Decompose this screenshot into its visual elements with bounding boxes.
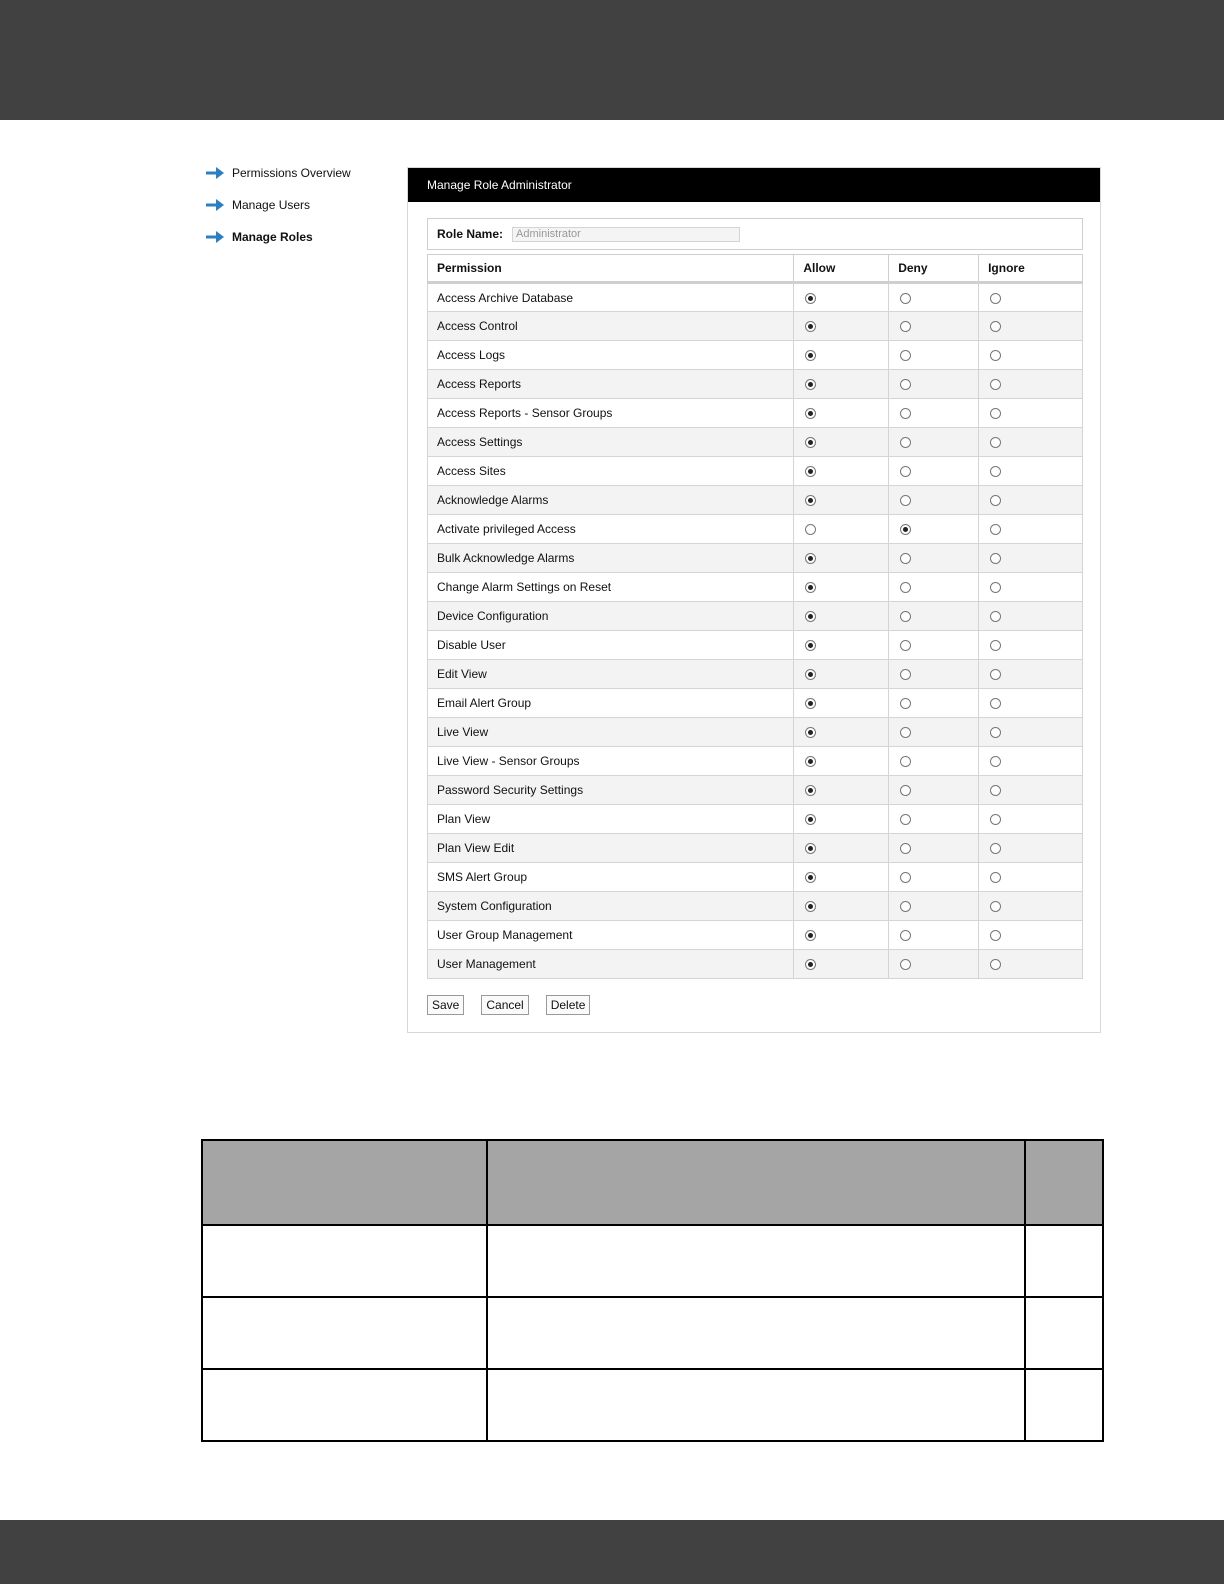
- grid-cell: [1025, 1297, 1103, 1369]
- permission-ignore-cell: [979, 805, 1083, 834]
- permission-name: Plan View Edit: [428, 834, 794, 863]
- column-header-deny: Deny: [889, 255, 979, 283]
- deny-radio[interactable]: [900, 872, 911, 883]
- ignore-radio[interactable]: [990, 437, 1001, 448]
- top-bar: [0, 0, 1224, 120]
- table-row: [428, 718, 1083, 747]
- table-row: [428, 921, 1083, 950]
- permission-deny-cell: [889, 283, 979, 312]
- permission-ignore-cell: [979, 689, 1083, 718]
- action-buttons: [427, 995, 607, 1015]
- permission-ignore-cell: [979, 776, 1083, 805]
- grid-cell: [487, 1369, 1025, 1441]
- table-row: [428, 341, 1083, 370]
- permission-deny-cell: [889, 689, 979, 718]
- permission-name: System Configuration: [428, 892, 794, 921]
- permission-ignore-cell: [979, 428, 1083, 457]
- allow-radio[interactable]: [805, 495, 816, 506]
- allow-radio[interactable]: [805, 843, 816, 854]
- table-row: [428, 370, 1083, 399]
- deny-radio[interactable]: [900, 727, 911, 738]
- permission-ignore-cell: [979, 573, 1083, 602]
- table-header-row: [428, 255, 1083, 283]
- allow-radio[interactable]: [805, 466, 816, 477]
- grid-cell: [202, 1297, 487, 1369]
- permission-ignore-cell: [979, 921, 1083, 950]
- column-header-ignore: Ignore: [979, 255, 1083, 283]
- permission-deny-cell: [889, 747, 979, 776]
- ignore-radio[interactable]: [990, 843, 1001, 854]
- permission-ignore-cell: [979, 892, 1083, 921]
- ignore-radio[interactable]: [990, 321, 1001, 332]
- deny-radio[interactable]: [900, 814, 911, 825]
- role-name-input[interactable]: [512, 227, 740, 242]
- grid-cell: [1025, 1225, 1103, 1297]
- permission-name: Change Alarm Settings on Reset: [428, 573, 794, 602]
- deny-radio[interactable]: [900, 843, 911, 854]
- permission-name: Access Logs: [428, 341, 794, 370]
- deny-radio[interactable]: [900, 756, 911, 767]
- allow-radio[interactable]: [805, 756, 816, 767]
- grid-cell: [487, 1225, 1025, 1297]
- deny-radio[interactable]: [900, 350, 911, 361]
- bottom-bar: [0, 1520, 1224, 1584]
- permissions-table-body: [428, 283, 1083, 979]
- cancel-button[interactable]: Cancel: [481, 995, 528, 1015]
- permission-name: Password Security Settings: [428, 776, 794, 805]
- ignore-radio[interactable]: [990, 524, 1001, 535]
- allow-radio[interactable]: [805, 437, 816, 448]
- table-row: [428, 457, 1083, 486]
- permission-name: Access Reports - Sensor Groups: [428, 399, 794, 428]
- permission-name: Live View - Sensor Groups: [428, 747, 794, 776]
- ignore-radio[interactable]: [990, 727, 1001, 738]
- sidebar-item-label: Manage Users: [232, 198, 311, 212]
- permission-allow-cell: [794, 544, 889, 573]
- deny-radio[interactable]: [900, 959, 911, 970]
- allow-radio[interactable]: [805, 669, 816, 680]
- allow-radio[interactable]: [805, 814, 816, 825]
- allow-radio[interactable]: [805, 321, 816, 332]
- permission-ignore-cell: [979, 863, 1083, 892]
- ignore-radio[interactable]: [990, 814, 1001, 825]
- allow-radio[interactable]: [805, 408, 816, 419]
- permission-allow-cell: [794, 486, 889, 515]
- ignore-radio[interactable]: [990, 408, 1001, 419]
- table-row: [428, 776, 1083, 805]
- permission-deny-cell: [889, 776, 979, 805]
- permission-allow-cell: [794, 892, 889, 921]
- sidebar-item-manage-roles[interactable]: [206, 227, 396, 247]
- permission-ignore-cell: [979, 747, 1083, 776]
- column-header-allow: Allow: [794, 255, 889, 283]
- grid-cell: [487, 1140, 1025, 1225]
- deny-radio[interactable]: [900, 553, 911, 564]
- ignore-radio[interactable]: [990, 785, 1001, 796]
- table-row: [428, 950, 1083, 979]
- table-row: [428, 834, 1083, 863]
- ignore-radio[interactable]: [990, 582, 1001, 593]
- role-name-label: Role Name:: [437, 227, 504, 241]
- ignore-radio[interactable]: [990, 669, 1001, 680]
- sidebar-item-label: Manage Roles: [232, 230, 313, 244]
- permission-name: Access Settings: [428, 428, 794, 457]
- table-row: [428, 805, 1083, 834]
- allow-radio[interactable]: [805, 901, 816, 912]
- table-row: [428, 399, 1083, 428]
- permission-allow-cell: [794, 921, 889, 950]
- deny-radio[interactable]: [900, 466, 911, 477]
- grid-cell: [487, 1297, 1025, 1369]
- table-row: [428, 515, 1083, 544]
- empty-grid-table: [201, 1139, 1104, 1442]
- permission-ignore-cell: [979, 631, 1083, 660]
- permission-name: Device Configuration: [428, 602, 794, 631]
- permission-ignore-cell: [979, 283, 1083, 312]
- deny-radio[interactable]: [900, 640, 911, 651]
- permission-name: User Management: [428, 950, 794, 979]
- table-row: [428, 892, 1083, 921]
- permission-ignore-cell: [979, 341, 1083, 370]
- deny-radio[interactable]: [900, 785, 911, 796]
- ignore-radio[interactable]: [990, 350, 1001, 361]
- permission-deny-cell: [889, 573, 979, 602]
- allow-radio[interactable]: [805, 611, 816, 622]
- arrow-right-icon: [206, 167, 224, 179]
- permission-ignore-cell: [979, 457, 1083, 486]
- permission-allow-cell: [794, 747, 889, 776]
- permission-allow-cell: [794, 718, 889, 747]
- role-name-row: [427, 218, 1083, 250]
- grid-row: [202, 1369, 1103, 1441]
- grid-cell: [202, 1225, 487, 1297]
- permission-deny-cell: [889, 428, 979, 457]
- permission-deny-cell: [889, 312, 979, 341]
- permission-name: Access Control: [428, 312, 794, 341]
- permission-name: Access Sites: [428, 457, 794, 486]
- sidebar-item-label: Permissions Overview: [232, 166, 351, 180]
- allow-radio[interactable]: [805, 785, 816, 796]
- permission-deny-cell: [889, 805, 979, 834]
- sidebar-nav: [206, 163, 396, 259]
- ignore-radio[interactable]: [990, 611, 1001, 622]
- table-row: [428, 544, 1083, 573]
- permission-ignore-cell: [979, 544, 1083, 573]
- permission-allow-cell: [794, 660, 889, 689]
- allow-radio[interactable]: [805, 293, 816, 304]
- permission-name: Disable User: [428, 631, 794, 660]
- allow-radio[interactable]: [805, 640, 816, 651]
- ignore-radio[interactable]: [990, 930, 1001, 941]
- deny-radio[interactable]: [900, 408, 911, 419]
- table-row: [428, 428, 1083, 457]
- permission-ignore-cell: [979, 950, 1083, 979]
- allow-radio[interactable]: [805, 727, 816, 738]
- allow-radio[interactable]: [805, 698, 816, 709]
- table-row: [428, 283, 1083, 312]
- allow-radio[interactable]: [805, 582, 816, 593]
- deny-radio[interactable]: [900, 611, 911, 622]
- permission-name: Activate privileged Access: [428, 515, 794, 544]
- sidebar-item-permissions-overview[interactable]: [206, 163, 396, 183]
- permission-allow-cell: [794, 312, 889, 341]
- permission-allow-cell: [794, 399, 889, 428]
- ignore-radio[interactable]: [990, 640, 1001, 651]
- panel-title: Manage Role Administrator: [408, 168, 1100, 202]
- permission-deny-cell: [889, 718, 979, 747]
- ignore-radio[interactable]: [990, 379, 1001, 390]
- permission-allow-cell: [794, 573, 889, 602]
- permission-ignore-cell: [979, 370, 1083, 399]
- permission-name: Email Alert Group: [428, 689, 794, 718]
- grid-row: [202, 1297, 1103, 1369]
- permission-name: Bulk Acknowledge Alarms: [428, 544, 794, 573]
- permission-deny-cell: [889, 486, 979, 515]
- permission-deny-cell: [889, 921, 979, 950]
- table-row: [428, 863, 1083, 892]
- table-row: [428, 747, 1083, 776]
- permission-ignore-cell: [979, 834, 1083, 863]
- ignore-radio[interactable]: [990, 495, 1001, 506]
- save-button[interactable]: Save: [427, 995, 464, 1015]
- permission-allow-cell: [794, 341, 889, 370]
- permission-name: Acknowledge Alarms: [428, 486, 794, 515]
- permission-ignore-cell: [979, 312, 1083, 341]
- allow-radio[interactable]: [805, 930, 816, 941]
- grid-cell: [1025, 1140, 1103, 1225]
- ignore-radio[interactable]: [990, 553, 1001, 564]
- allow-radio[interactable]: [805, 379, 816, 390]
- arrow-right-icon: [206, 231, 224, 243]
- deny-radio[interactable]: [900, 524, 911, 535]
- permission-deny-cell: [889, 515, 979, 544]
- permission-allow-cell: [794, 515, 889, 544]
- permission-allow-cell: [794, 370, 889, 399]
- allow-radio[interactable]: [805, 959, 816, 970]
- permission-deny-cell: [889, 341, 979, 370]
- permissions-table: [427, 254, 1083, 979]
- allow-radio[interactable]: [805, 524, 816, 535]
- ignore-radio[interactable]: [990, 293, 1001, 304]
- permission-deny-cell: [889, 457, 979, 486]
- permission-deny-cell: [889, 602, 979, 631]
- deny-radio[interactable]: [900, 321, 911, 332]
- deny-radio[interactable]: [900, 437, 911, 448]
- column-header-permission: Permission: [428, 255, 794, 283]
- ignore-radio[interactable]: [990, 959, 1001, 970]
- permission-name: SMS Alert Group: [428, 863, 794, 892]
- ignore-radio[interactable]: [990, 901, 1001, 912]
- permission-deny-cell: [889, 544, 979, 573]
- manage-role-panel: [407, 167, 1101, 1033]
- permission-deny-cell: [889, 892, 979, 921]
- table-row: [428, 486, 1083, 515]
- permission-ignore-cell: [979, 602, 1083, 631]
- deny-radio[interactable]: [900, 293, 911, 304]
- sidebar-item-manage-users[interactable]: [206, 195, 396, 215]
- permission-allow-cell: [794, 457, 889, 486]
- permission-name: Live View: [428, 718, 794, 747]
- table-row: [428, 573, 1083, 602]
- permission-ignore-cell: [979, 718, 1083, 747]
- grid-header-row: [202, 1140, 1103, 1225]
- permission-allow-cell: [794, 428, 889, 457]
- permission-name: Access Archive Database: [428, 283, 794, 312]
- grid-cell: [202, 1369, 487, 1441]
- permission-allow-cell: [794, 689, 889, 718]
- permission-name: Plan View: [428, 805, 794, 834]
- permission-name: User Group Management: [428, 921, 794, 950]
- allow-radio[interactable]: [805, 553, 816, 564]
- permission-deny-cell: [889, 631, 979, 660]
- delete-button[interactable]: Delete: [546, 995, 591, 1015]
- permission-allow-cell: [794, 805, 889, 834]
- permission-deny-cell: [889, 834, 979, 863]
- grid-cell: [202, 1140, 487, 1225]
- permission-deny-cell: [889, 863, 979, 892]
- grid-cell: [1025, 1369, 1103, 1441]
- permission-deny-cell: [889, 660, 979, 689]
- permission-deny-cell: [889, 370, 979, 399]
- deny-radio[interactable]: [900, 698, 911, 709]
- permission-ignore-cell: [979, 515, 1083, 544]
- table-row: [428, 602, 1083, 631]
- table-row: [428, 689, 1083, 718]
- ignore-radio[interactable]: [990, 466, 1001, 477]
- permission-allow-cell: [794, 631, 889, 660]
- allow-radio[interactable]: [805, 872, 816, 883]
- deny-radio[interactable]: [900, 930, 911, 941]
- allow-radio[interactable]: [805, 350, 816, 361]
- permission-allow-cell: [794, 950, 889, 979]
- deny-radio[interactable]: [900, 669, 911, 680]
- table-row: [428, 312, 1083, 341]
- deny-radio[interactable]: [900, 495, 911, 506]
- ignore-radio[interactable]: [990, 698, 1001, 709]
- ignore-radio[interactable]: [990, 872, 1001, 883]
- permission-allow-cell: [794, 602, 889, 631]
- permission-allow-cell: [794, 863, 889, 892]
- permission-deny-cell: [889, 399, 979, 428]
- deny-radio[interactable]: [900, 379, 911, 390]
- deny-radio[interactable]: [900, 901, 911, 912]
- permission-allow-cell: [794, 776, 889, 805]
- permission-deny-cell: [889, 950, 979, 979]
- table-row: [428, 660, 1083, 689]
- permission-name: Access Reports: [428, 370, 794, 399]
- arrow-right-icon: [206, 199, 224, 211]
- permission-name: Edit View: [428, 660, 794, 689]
- permission-ignore-cell: [979, 660, 1083, 689]
- permission-allow-cell: [794, 283, 889, 312]
- table-row: [428, 631, 1083, 660]
- permission-ignore-cell: [979, 486, 1083, 515]
- ignore-radio[interactable]: [990, 756, 1001, 767]
- permission-allow-cell: [794, 834, 889, 863]
- grid-row: [202, 1225, 1103, 1297]
- deny-radio[interactable]: [900, 582, 911, 593]
- permission-ignore-cell: [979, 399, 1083, 428]
